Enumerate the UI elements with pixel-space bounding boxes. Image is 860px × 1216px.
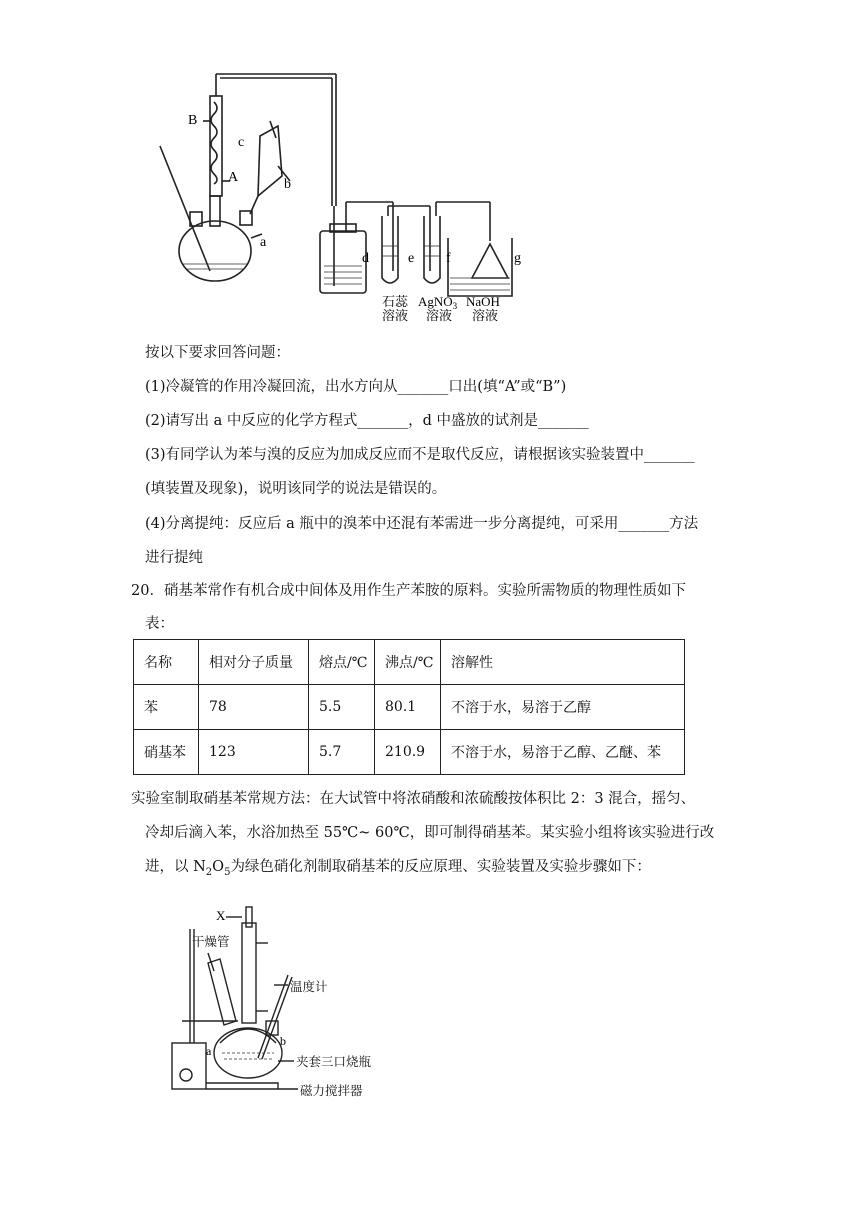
label-b: b	[284, 177, 291, 192]
label-c: c	[238, 135, 245, 150]
q19-part3-line2: (填装置及现象)，说明该同学的说法是错误的。	[145, 481, 447, 497]
f-solution-line1: AgNO$_3$	[418, 294, 458, 311]
table-cell: 5.7	[309, 730, 375, 775]
label-f: f	[446, 251, 451, 266]
table-cell: 苯	[134, 685, 199, 730]
q19-part1: (1)冷凝管的作用冷凝回流，出水方向从_______口出(填“A”或“B”)	[145, 379, 567, 395]
q19-part4-line1: (4)分离提纯：反应后 a 瓶中的溴苯中还混有苯需进一步分离提纯，可采用_______方法	[145, 516, 699, 532]
table-cell: 78	[199, 685, 309, 730]
label-e: e	[408, 251, 415, 266]
table-cell: 80.1	[375, 685, 441, 730]
q19-part2: (2)请写出 a 中反应的化学方程式_______，d 中盛放的试剂是_______	[145, 413, 589, 429]
label-X: X	[216, 908, 226, 923]
g-solution-line1: NaOH	[466, 294, 500, 309]
thermometer-label: 温度计	[290, 979, 328, 994]
q20-method-line3: 进，以 $N_2O_5$为绿色硝化剂制取硝基苯的反应原理、实验装置及实验步骤如下：	[145, 859, 651, 878]
table-header-cell: 沸点/℃	[375, 640, 441, 685]
q19-intro: 按以下要求回答问题：	[145, 345, 290, 361]
label-d: d	[362, 251, 369, 266]
table-header-cell: 溶解性	[441, 640, 685, 685]
table-cell: 硝基苯	[134, 730, 199, 775]
q20-method-line2: 冷却后滴入苯，水浴加热至 55℃~ 60℃，即可制得硝基苯。某实验小组将该实验进行改	[145, 825, 715, 841]
properties-table	[133, 639, 685, 775]
table-row	[134, 685, 685, 730]
q20-method-line1: 实验室制取硝基苯常规方法：在大试管中将浓硝酸和浓硫酸按体积比 2：3 混合，摇匀、	[131, 791, 696, 807]
table-cell: 210.9	[375, 730, 441, 775]
e-solution-line1: 石蕊	[382, 294, 409, 309]
q20-stem-line1: 20．硝基苯常作有机合成中间体及用作生产苯胺的原料。实验所需物质的物理性质如下	[131, 583, 686, 599]
table-cell: 123	[199, 730, 309, 775]
g-solution-line2: 溶液	[472, 308, 499, 323]
table-header-cell: 熔点/℃	[309, 640, 375, 685]
apparatus-figure-2	[168, 893, 388, 1105]
table-cell: 不溶于水，易溶于乙醇	[441, 685, 685, 730]
q19-part3-line1: (3)有同学认为苯与溴的反应为加成反应而不是取代反应，请根据该实验装置中_______	[145, 447, 695, 463]
label-a-fig2: a	[206, 1044, 212, 1058]
table-row	[134, 730, 685, 775]
q19-part4-line2: 进行提纯	[145, 550, 203, 566]
table-header-row	[134, 640, 685, 685]
label-b-fig2: b	[280, 1034, 286, 1048]
table-header-cell: 相对分子质量	[199, 640, 309, 685]
label-a: a	[260, 235, 267, 250]
table-cell: 不溶于水，易溶于乙醇、乙醚、苯	[441, 730, 685, 775]
label-g: g	[514, 251, 521, 266]
q20-stem-line2: 表：	[145, 616, 174, 632]
label-B: B	[188, 113, 198, 128]
label-A: A	[228, 170, 239, 185]
apparatus-figure-1	[150, 66, 540, 328]
table-header-cell: 名称	[134, 640, 199, 685]
stirrer-label: 磁力搅拌器	[300, 1083, 363, 1098]
e-solution-line2: 溶液	[382, 308, 409, 323]
flask-label: 夹套三口烧瓶	[296, 1054, 372, 1069]
table-cell: 5.5	[309, 685, 375, 730]
drying-tube-label: 干燥管	[192, 934, 230, 949]
f-solution-line2: 溶液	[426, 308, 453, 323]
